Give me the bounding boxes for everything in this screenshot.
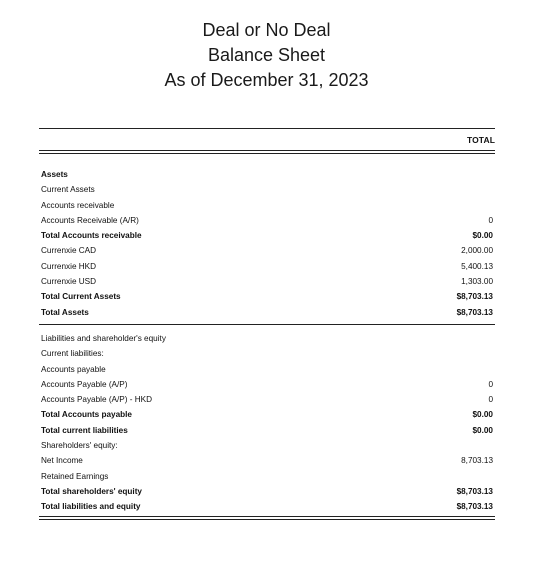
table-row xyxy=(39,259,495,274)
row-amount: $0.00 xyxy=(472,425,493,435)
table-row xyxy=(39,469,495,484)
row-label: Currenxie USD xyxy=(41,277,97,287)
row-amount: $8,703.13 xyxy=(456,486,493,496)
table-row xyxy=(39,484,495,499)
row-label: Total current liabilities xyxy=(41,425,128,435)
row-label: Accounts Payable (A/P) - HKD xyxy=(41,395,153,405)
row-label: Total Accounts receivable xyxy=(41,231,142,241)
table-row xyxy=(39,198,495,213)
company-name: Deal or No Deal xyxy=(202,20,331,40)
row-amount: 5,400.13 xyxy=(461,261,493,271)
header-double-rule xyxy=(39,150,495,154)
table-row xyxy=(39,438,495,453)
row-label: Total Accounts payable xyxy=(41,410,132,420)
table-row xyxy=(39,423,495,438)
table-row xyxy=(39,362,495,377)
table-row xyxy=(39,331,495,346)
table-row xyxy=(39,377,495,392)
footer-double-rule xyxy=(39,516,495,520)
row-amount: 1,303.00 xyxy=(461,277,493,287)
row-amount: $0.00 xyxy=(472,231,493,241)
row-amount: 0 xyxy=(488,215,493,225)
table-row xyxy=(39,289,495,304)
report-title: Balance Sheet xyxy=(207,45,326,65)
row-amount: 0 xyxy=(488,395,493,405)
table-row xyxy=(39,228,495,243)
report-header xyxy=(0,18,533,93)
table-row xyxy=(39,167,495,182)
section-divider xyxy=(39,324,495,325)
table-row xyxy=(39,407,495,422)
assets-section xyxy=(39,167,495,320)
liabilities-equity-section xyxy=(39,331,495,515)
row-amount: 0 xyxy=(488,379,493,389)
report-date: As of December 31, 2023 xyxy=(164,70,369,90)
row-label: Total Assets xyxy=(41,307,89,317)
table-row xyxy=(39,213,495,228)
row-amount: $8,703.13 xyxy=(456,292,493,302)
row-amount: $8,703.13 xyxy=(456,307,493,317)
row-amount: 8,703.13 xyxy=(461,456,493,466)
row-label: Net Income xyxy=(41,456,83,466)
row-label: Liabilities and shareholder's equity xyxy=(41,333,166,343)
total-column-header: TOTAL xyxy=(466,135,495,145)
row-amount: 2,000.00 xyxy=(461,246,493,256)
row-label: Assets xyxy=(41,170,68,179)
row-label: Shareholders' equity: xyxy=(41,441,118,451)
row-label: Accounts payable xyxy=(41,364,106,374)
row-amount: $0.00 xyxy=(472,410,493,420)
row-label: Total Current Assets xyxy=(41,292,121,302)
row-label: Total shareholders' equity xyxy=(41,486,142,496)
column-header-row xyxy=(39,129,495,150)
table-row xyxy=(39,274,495,289)
row-label: Accounts Receivable (A/R) xyxy=(41,215,139,225)
table-row xyxy=(39,305,495,320)
row-label: Retained Earnings xyxy=(41,471,109,481)
row-amount: $8,703.13 xyxy=(456,502,493,512)
table-row xyxy=(39,182,495,197)
balance-sheet-table xyxy=(39,128,495,520)
row-label: Current liabilities: xyxy=(41,349,104,359)
row-label: Accounts Payable (A/P) xyxy=(41,379,128,389)
table-row xyxy=(39,346,495,361)
row-label: Total liabilities and equity xyxy=(41,502,141,512)
row-label: Currenxie HKD xyxy=(41,261,97,271)
row-label: Current Assets xyxy=(41,185,95,195)
table-row xyxy=(39,243,495,258)
row-label: Accounts receivable xyxy=(41,200,115,210)
row-label: Currenxie CAD xyxy=(41,246,97,256)
table-row xyxy=(39,453,495,468)
table-row xyxy=(39,499,495,514)
table-row xyxy=(39,392,495,407)
